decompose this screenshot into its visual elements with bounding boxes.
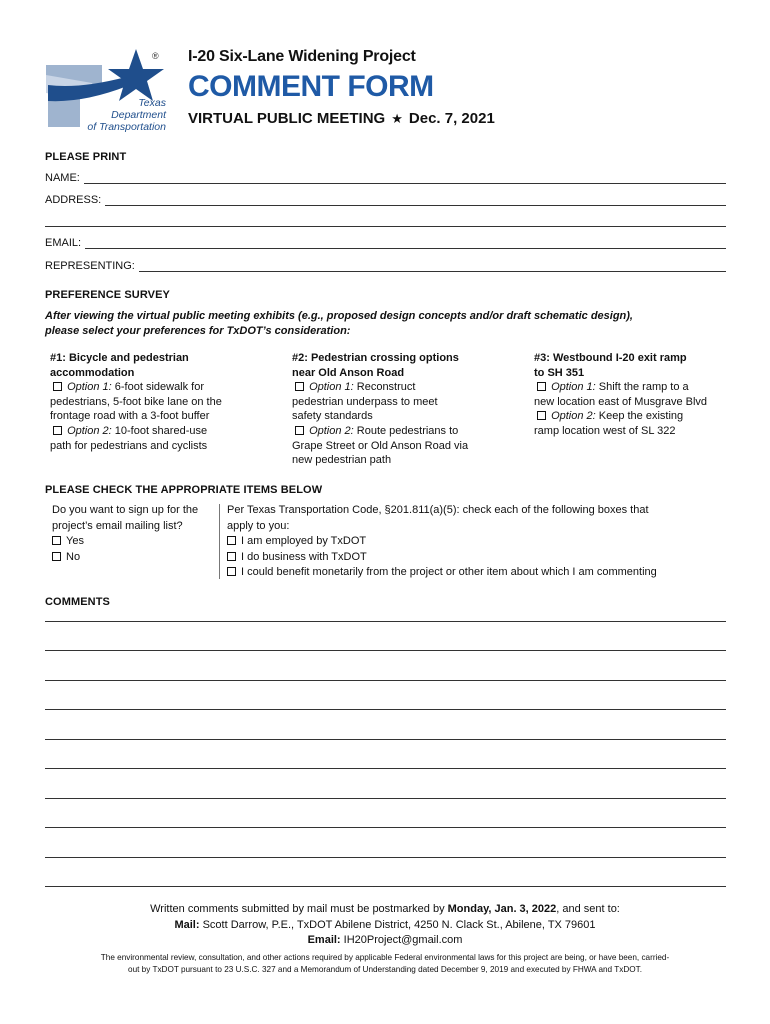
option-text: Route pedestrians to <box>353 424 459 437</box>
option-text: 10-foot shared-use <box>111 424 208 437</box>
comment-line[interactable] <box>45 739 726 740</box>
option-text-cont: safety standards <box>292 410 373 423</box>
option-text: Keep the existing <box>595 410 684 423</box>
option-label: Option 2: <box>551 410 596 423</box>
comment-line[interactable] <box>45 709 726 710</box>
mailing-question-line-2: project’s email mailing list? <box>52 519 183 532</box>
email-contact-label: Email: <box>307 934 341 946</box>
survey-item-1-option-1[interactable] <box>50 380 260 395</box>
option-text-cont: new location east of Musgrave Blvd <box>534 395 708 408</box>
no-label: No <box>66 550 81 563</box>
checkbox[interactable] <box>295 426 304 435</box>
employed-label: I am employed by TxDOT <box>241 535 367 547</box>
mailing-list-question <box>52 503 217 565</box>
comment-line[interactable] <box>45 680 726 681</box>
survey-item-3-title-1: #3: Westbound I-20 exit ramp <box>534 352 687 364</box>
postmark-text: Written comments submitted by mail must be postmarked by <box>150 903 448 915</box>
name-field[interactable] <box>45 172 726 184</box>
check-items-heading: PLEASE CHECK THE APPROPRIATE ITEMS BELOW <box>45 484 323 496</box>
survey-item-1-option-2[interactable] <box>50 424 260 439</box>
comment-line[interactable] <box>45 798 726 799</box>
meeting-date: Dec. 7, 2021 <box>408 110 495 127</box>
option-text-cont: new pedestrian path <box>292 454 392 467</box>
survey-intro <box>45 309 695 339</box>
project-name: I-20 Six-Lane Widening Project <box>188 48 416 65</box>
option-label: Option 1: <box>551 381 596 394</box>
name-input-line[interactable] <box>84 174 726 184</box>
checkbox[interactable] <box>227 567 236 576</box>
representing-label: REPRESENTING: <box>45 260 135 272</box>
address-second-line[interactable] <box>45 226 726 227</box>
comment-line[interactable] <box>45 886 726 887</box>
benefit-label: I could benefit monetarily from the project or other item about which I am commenting <box>241 566 657 578</box>
survey-item-1-title-1: #1: Bicycle and pedestrian <box>50 352 189 364</box>
survey-item-3-title-2: to SH 351 <box>534 366 585 379</box>
checkbox[interactable] <box>295 382 304 391</box>
address-label: ADDRESS: <box>45 194 102 206</box>
survey-item-2 <box>292 351 507 468</box>
postmark-date: Monday, Jan. 3, 2022 <box>447 903 557 915</box>
comment-line[interactable] <box>45 621 726 622</box>
option-label: Option 2: <box>67 424 112 437</box>
option-text-cont: ramp location west of SL 322 <box>534 424 676 437</box>
please-print-heading: PLEASE PRINT <box>45 151 127 163</box>
yes-label: Yes <box>66 535 84 547</box>
email-label: EMAIL: <box>45 237 82 249</box>
option-label: Option 1: <box>67 381 112 394</box>
survey-item-3 <box>534 351 734 439</box>
checkbox[interactable] <box>227 536 236 545</box>
name-label: NAME: <box>45 172 80 184</box>
preference-survey-heading: PREFERENCE SURVEY <box>45 289 170 301</box>
mailing-yes-option[interactable] <box>52 534 217 550</box>
survey-item-1 <box>50 351 260 453</box>
benefit-option[interactable] <box>227 565 717 581</box>
postmark-line <box>0 902 770 918</box>
disclaimer-line-1: The environmental review, consultation, and other actions required by applicable Federal environmental laws for this project are being, or have been, carried- <box>100 953 670 962</box>
code-text-line-1: Per Texas Transportation Code, §201.811(a)(5): check each of the following boxes that <box>227 504 649 516</box>
option-text: Reconstruct <box>353 381 416 394</box>
form-header <box>188 48 495 127</box>
checkbox[interactable] <box>53 426 62 435</box>
logo-line-3: of Transportation <box>87 121 166 133</box>
meeting-line <box>188 110 495 127</box>
option-label: Option 2: <box>309 424 354 437</box>
mailing-question-line-1: Do you want to sign up for the <box>52 504 199 516</box>
email-input-line[interactable] <box>85 239 726 249</box>
survey-item-3-option-2[interactable] <box>534 409 734 424</box>
divider <box>219 504 220 579</box>
representing-field[interactable] <box>45 260 726 272</box>
option-text-cont: Grape Street or Old Anson Road via <box>292 439 469 452</box>
survey-intro-line-1: After viewing the virtual public meeting exhibits (e.g., proposed design concepts and/or draft schematic design), <box>45 310 633 322</box>
checkbox[interactable] <box>227 552 236 561</box>
txdot-logo <box>40 45 165 135</box>
option-text-cont: pedestrians, 5-foot bike lane on the <box>50 395 222 408</box>
meeting-type: VIRTUAL PUBLIC MEETING <box>188 110 386 127</box>
option-text: 6-foot sidewalk for <box>111 381 205 394</box>
postmark-text-end: , and sent to: <box>556 903 620 915</box>
option-text-cont: path for pedestrians and cyclists <box>50 439 208 452</box>
logo-line-1: Texas <box>138 97 166 109</box>
business-label: I do business with TxDOT <box>241 550 367 563</box>
comment-line[interactable] <box>45 768 726 769</box>
option-text-cont: frontage road with a 3-foot buffer <box>50 410 210 423</box>
submission-instructions <box>0 902 770 949</box>
checkbox[interactable] <box>52 536 61 545</box>
survey-intro-line-2: please select your preferences for TxDOT’s consideration: <box>45 325 351 337</box>
mail-label: Mail: <box>174 918 200 931</box>
survey-item-2-option-1[interactable] <box>292 380 507 395</box>
employed-option[interactable] <box>227 534 717 550</box>
option-text: Shift the ramp to a <box>595 381 689 394</box>
survey-item-2-title-2: near Old Anson Road <box>292 366 405 379</box>
comment-line[interactable] <box>45 857 726 858</box>
form-title: COMMENT FORM <box>188 70 434 103</box>
checkbox[interactable] <box>53 382 62 391</box>
survey-item-3-option-1[interactable] <box>534 380 734 395</box>
email-line <box>0 933 770 949</box>
survey-item-1-title-2: accommodation <box>50 366 135 379</box>
comment-line[interactable] <box>45 650 726 651</box>
mailing-no-option[interactable] <box>52 550 217 566</box>
representing-input-line[interactable] <box>139 262 726 272</box>
mail-address: Scott Darrow, P.E., TxDOT Abilene District, 4250 N. Clack St., Abilene, TX 79601 <box>199 918 596 931</box>
logo-line-2: Department <box>111 109 166 121</box>
survey-item-2-title-1: #2: Pedestrian crossing options <box>292 352 459 364</box>
business-option[interactable] <box>227 550 717 566</box>
code-text-line-2: apply to you: <box>227 519 290 532</box>
option-label: Option 1: <box>309 381 354 394</box>
email-address[interactable]: IH20Project@gmail.com <box>340 934 463 946</box>
survey-item-2-option-2[interactable] <box>292 424 507 439</box>
mail-line <box>0 918 770 934</box>
disclaimer-line-2: out by TxDOT pursuant to 23 U.S.C. 327 and a Memorandum of Understanding dated December 9, 2019 and executed by FHWA and TxDOT. <box>128 965 642 974</box>
environmental-disclaimer <box>48 952 722 976</box>
checkbox[interactable] <box>52 552 61 561</box>
logo-wordmark <box>86 97 166 133</box>
email-field[interactable] <box>45 237 726 249</box>
registered-mark: ® <box>152 51 159 61</box>
option-text-cont: pedestrian underpass to meet <box>292 395 438 408</box>
comment-line[interactable] <box>45 827 726 828</box>
address-input-line[interactable] <box>105 196 726 206</box>
address-field[interactable] <box>45 194 726 206</box>
checkbox[interactable] <box>537 382 546 391</box>
comments-heading: COMMENTS <box>45 596 110 608</box>
star-icon: ★ <box>391 110 403 126</box>
transportation-code-checks <box>227 503 717 581</box>
checkbox[interactable] <box>537 411 546 420</box>
